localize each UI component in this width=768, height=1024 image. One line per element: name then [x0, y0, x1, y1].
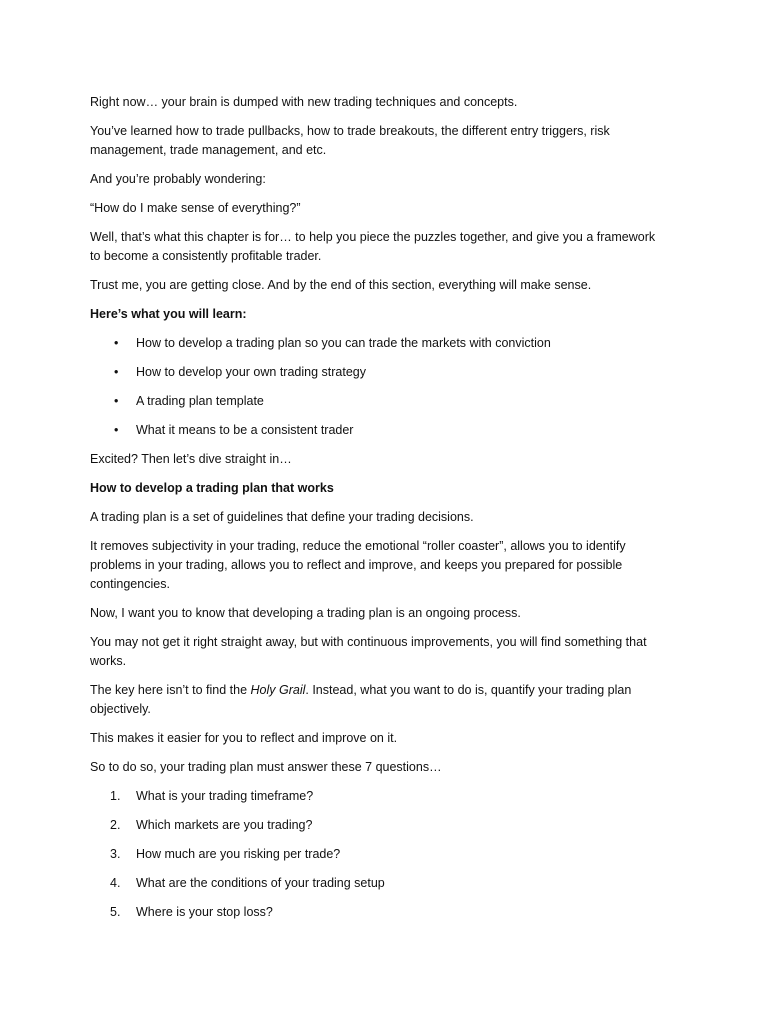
paragraph-learned-line-2: management, trade management, and etc. — [90, 143, 327, 157]
bullet-marker: • — [114, 423, 119, 437]
paragraph-excited: Excited? Then let’s dive straight in… — [90, 452, 292, 466]
paragraph-definition: A trading plan is a set of guidelines that define your trading decisions. — [90, 510, 474, 524]
paragraph-learned-line-1: You’ve learned how to trade pullbacks, how to trade breakouts, the different entry triggers, risk — [90, 124, 610, 138]
question-number: 3. — [110, 847, 121, 861]
paragraph-questions-intro: So to do so, your trading plan must answer these 7 questions… — [90, 760, 442, 774]
learn-heading: Here’s what you will learn: — [90, 307, 247, 321]
holy-grail-text-a: The key here isn’t to find the — [90, 683, 251, 697]
paragraph-intro: Right now… your brain is dumped with new trading techniques and concepts. — [90, 95, 518, 109]
paragraph-trust: Trust me, you are getting close. And by the end of this section, everything will make sense. — [90, 278, 592, 292]
paragraph-reflect: This makes it easier for you to reflect and improve on it. — [90, 731, 398, 745]
paragraph-quote: “How do I make sense of everything?” — [90, 201, 301, 215]
paragraph-removes-line-3: contingencies. — [90, 577, 170, 591]
bullet-item: How to develop a trading plan so you can trade the markets with conviction — [136, 336, 551, 350]
paragraph-improvements-line-2: works. — [90, 654, 127, 668]
question-number: 1. — [110, 789, 121, 803]
bullet-marker: • — [114, 394, 119, 408]
question-item: How much are you risking per trade? — [136, 847, 341, 861]
paragraph-removes-line-2: problems in your trading, allows you to reflect and improve, and keeps you prepared for possible — [90, 558, 623, 572]
bullet-item: How to develop your own trading strategy — [136, 365, 366, 379]
question-number: 4. — [110, 876, 121, 890]
question-number: 2. — [110, 818, 121, 832]
bullet-item: A trading plan template — [136, 394, 264, 408]
question-item: Where is your stop loss? — [136, 905, 273, 919]
holy-grail-emphasis: Holy Grail — [250, 683, 306, 697]
paragraph-improvements-line-1: You may not get it right straight away, but with continuous improvements, you will find something that — [90, 635, 647, 649]
paragraph-removes-line-1: It removes subjectivity in your trading, reduce the emotional “roller coaster”, allows you to identify — [90, 539, 626, 553]
section-heading: How to develop a trading plan that works — [90, 481, 334, 495]
paragraph-wondering: And you’re probably wondering: — [90, 172, 266, 186]
question-number: 5. — [110, 905, 121, 919]
paragraph-chapter-line-1: Well, that’s what this chapter is for… to help you piece the puzzles together, and give you a framework — [90, 230, 656, 244]
question-item: Which markets are you trading? — [136, 818, 313, 832]
question-item: What is your trading timeframe? — [136, 789, 314, 803]
question-item: What are the conditions of your trading setup — [136, 876, 385, 890]
bullet-marker: • — [114, 336, 119, 350]
paragraph-holy-grail-line-2: objectively. — [90, 702, 151, 716]
paragraph-ongoing: Now, I want you to know that developing a trading plan is an ongoing process. — [90, 606, 521, 620]
paragraph-chapter-line-2: to become a consistently profitable trader. — [90, 249, 322, 263]
holy-grail-text-b: . Instead, what you want to do is, quantify your trading plan — [305, 683, 632, 697]
bullet-marker: • — [114, 365, 119, 379]
bullet-item: What it means to be a consistent trader — [136, 423, 354, 437]
paragraph-holy-grail-line-1 — [90, 681, 631, 700]
